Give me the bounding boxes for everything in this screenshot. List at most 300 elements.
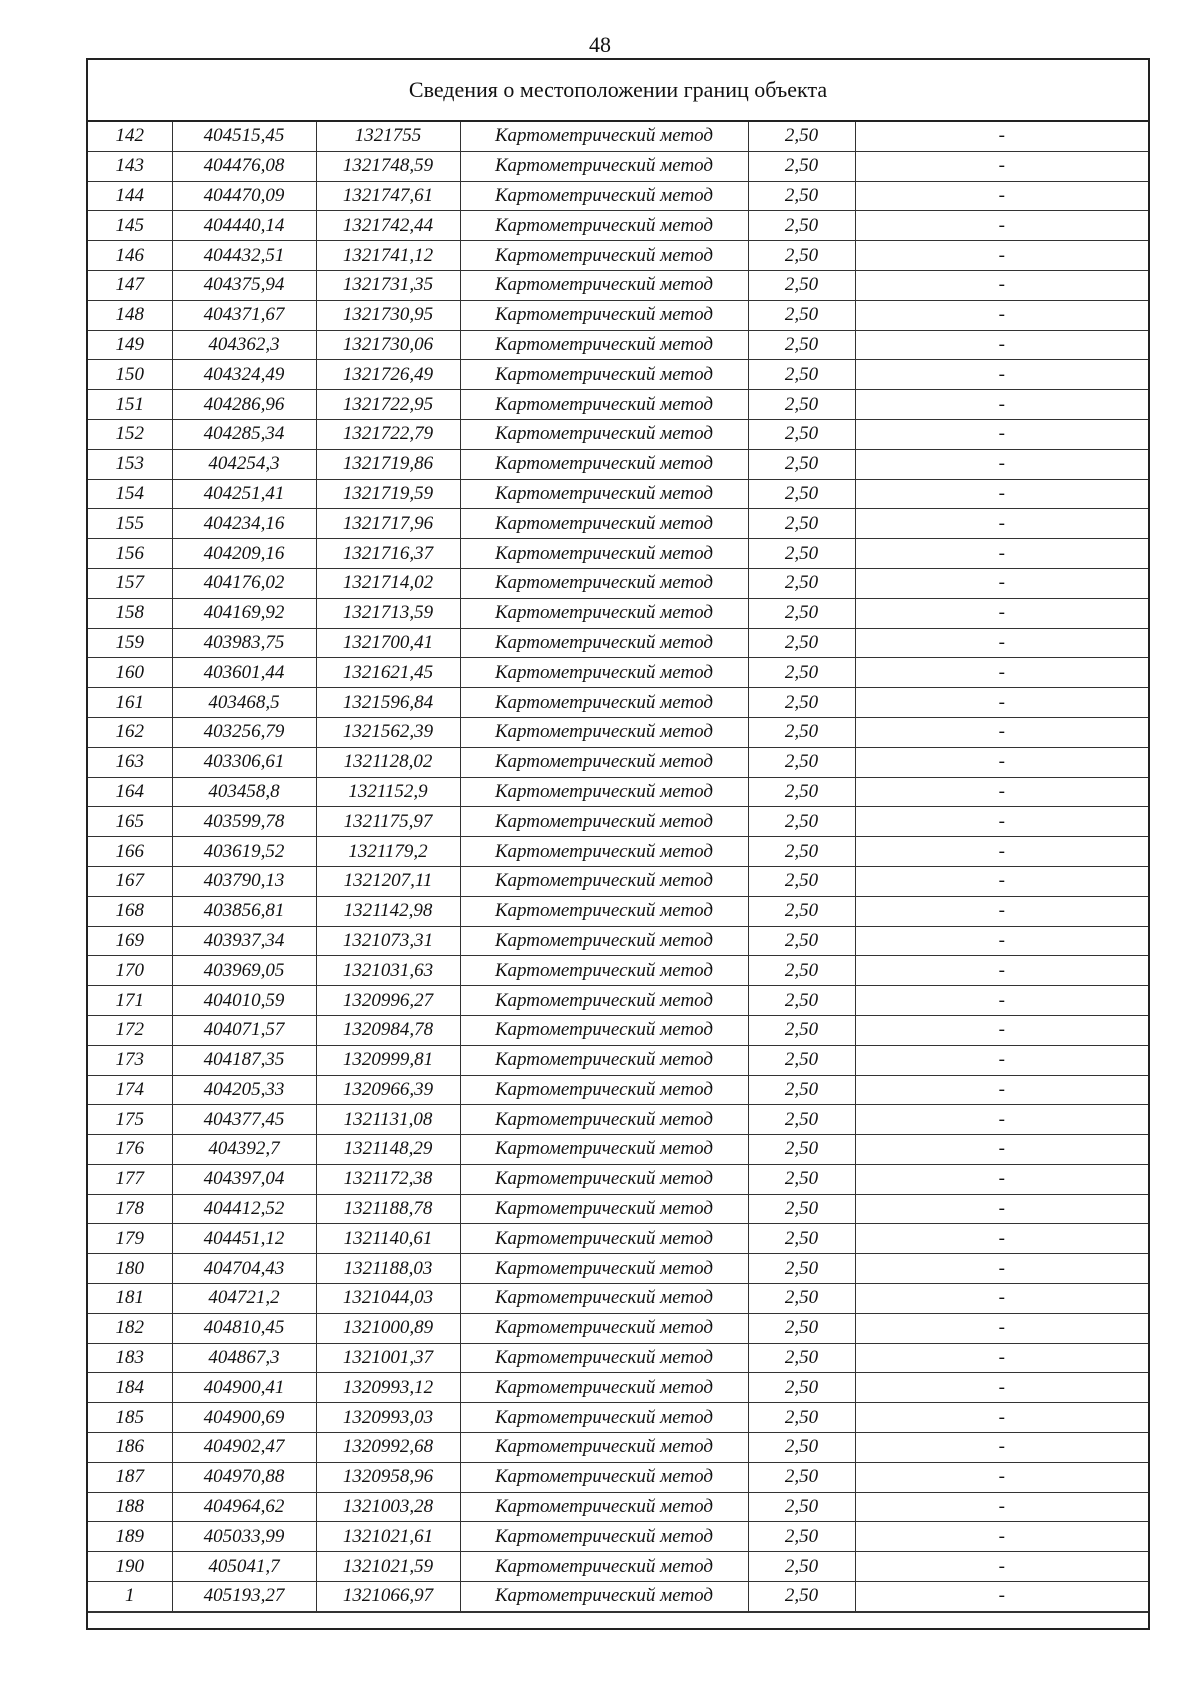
coordinate-y-cell: 1321562,39 bbox=[316, 717, 460, 747]
coordinate-y-cell: 1321722,95 bbox=[316, 390, 460, 420]
method-cell: Картометрический метод bbox=[460, 1105, 748, 1135]
accuracy-cell: 2,50 bbox=[748, 330, 855, 360]
table-row bbox=[88, 837, 1148, 867]
description-cell: - bbox=[855, 1194, 1148, 1224]
point-number-cell: 187 bbox=[88, 1462, 172, 1492]
accuracy-cell: 2,50 bbox=[748, 1313, 855, 1343]
accuracy-cell: 2,50 bbox=[748, 509, 855, 539]
accuracy-cell: 2,50 bbox=[748, 1433, 855, 1463]
point-number-cell: 188 bbox=[88, 1492, 172, 1522]
table-row bbox=[88, 449, 1148, 479]
coordinate-x-cell: 404476,08 bbox=[172, 151, 316, 181]
coordinate-y-cell: 1321730,06 bbox=[316, 330, 460, 360]
description-cell: - bbox=[855, 688, 1148, 718]
point-number-cell: 163 bbox=[88, 747, 172, 777]
coordinate-y-cell: 1321172,38 bbox=[316, 1164, 460, 1194]
description-cell: - bbox=[855, 449, 1148, 479]
method-cell: Картометрический метод bbox=[460, 270, 748, 300]
accuracy-cell: 2,50 bbox=[748, 688, 855, 718]
accuracy-cell: 2,50 bbox=[748, 270, 855, 300]
method-cell: Картометрический метод bbox=[460, 1462, 748, 1492]
table-row bbox=[88, 539, 1148, 569]
point-number-cell: 161 bbox=[88, 688, 172, 718]
description-cell: - bbox=[855, 419, 1148, 449]
coordinate-x-cell: 405033,99 bbox=[172, 1522, 316, 1552]
point-number-cell: 145 bbox=[88, 211, 172, 241]
description-cell: - bbox=[855, 479, 1148, 509]
coordinate-y-cell: 1321031,63 bbox=[316, 956, 460, 986]
coordinate-y-cell: 1321207,11 bbox=[316, 866, 460, 896]
description-cell: - bbox=[855, 300, 1148, 330]
coordinate-x-cell: 403601,44 bbox=[172, 658, 316, 688]
coordinate-x-cell: 404432,51 bbox=[172, 241, 316, 271]
coordinate-x-cell: 403619,52 bbox=[172, 837, 316, 867]
method-cell: Картометрический метод bbox=[460, 568, 748, 598]
description-cell: - bbox=[855, 747, 1148, 777]
table-row bbox=[88, 1254, 1148, 1284]
table-row bbox=[88, 270, 1148, 300]
table-body bbox=[88, 122, 1148, 1611]
coordinate-x-cell: 403256,79 bbox=[172, 717, 316, 747]
accuracy-cell: 2,50 bbox=[748, 628, 855, 658]
accuracy-cell: 2,50 bbox=[748, 717, 855, 747]
description-cell: - bbox=[855, 1015, 1148, 1045]
coordinate-y-cell: 1321755 bbox=[316, 122, 460, 151]
table-row bbox=[88, 1522, 1148, 1552]
point-number-cell: 156 bbox=[88, 539, 172, 569]
description-cell: - bbox=[855, 151, 1148, 181]
method-cell: Картометрический метод bbox=[460, 330, 748, 360]
table-row bbox=[88, 1492, 1148, 1522]
description-cell: - bbox=[855, 1343, 1148, 1373]
table-row bbox=[88, 568, 1148, 598]
coordinate-x-cell: 404324,49 bbox=[172, 360, 316, 390]
table-row bbox=[88, 926, 1148, 956]
table-row bbox=[88, 807, 1148, 837]
coordinate-x-cell: 404285,34 bbox=[172, 419, 316, 449]
description-cell: - bbox=[855, 717, 1148, 747]
coordinate-y-cell: 1321188,78 bbox=[316, 1194, 460, 1224]
coordinate-x-cell: 405041,7 bbox=[172, 1552, 316, 1582]
description-cell: - bbox=[855, 658, 1148, 688]
point-number-cell: 155 bbox=[88, 509, 172, 539]
coordinate-y-cell: 1321596,84 bbox=[316, 688, 460, 718]
method-cell: Картометрический метод bbox=[460, 598, 748, 628]
method-cell: Картометрический метод bbox=[460, 1343, 748, 1373]
description-cell: - bbox=[855, 122, 1148, 151]
accuracy-cell: 2,50 bbox=[748, 1045, 855, 1075]
accuracy-cell: 2,50 bbox=[748, 211, 855, 241]
method-cell: Картометрический метод bbox=[460, 926, 748, 956]
coordinate-y-cell: 1321188,03 bbox=[316, 1254, 460, 1284]
coordinate-y-cell: 1321140,61 bbox=[316, 1224, 460, 1254]
accuracy-cell: 2,50 bbox=[748, 598, 855, 628]
coordinate-y-cell: 1320999,81 bbox=[316, 1045, 460, 1075]
method-cell: Картометрический метод bbox=[460, 1582, 748, 1612]
accuracy-cell: 2,50 bbox=[748, 1254, 855, 1284]
accuracy-cell: 2,50 bbox=[748, 956, 855, 986]
description-cell: - bbox=[855, 360, 1148, 390]
coordinate-y-cell: 1320958,96 bbox=[316, 1462, 460, 1492]
table-empty-footer-row bbox=[88, 1612, 1148, 1640]
point-number-cell: 178 bbox=[88, 1194, 172, 1224]
point-number-cell: 189 bbox=[88, 1522, 172, 1552]
coordinate-x-cell: 404254,3 bbox=[172, 449, 316, 479]
coordinate-y-cell: 1321003,28 bbox=[316, 1492, 460, 1522]
accuracy-cell: 2,50 bbox=[748, 1075, 855, 1105]
description-cell: - bbox=[855, 390, 1148, 420]
accuracy-cell: 2,50 bbox=[748, 896, 855, 926]
method-cell: Картометрический метод bbox=[460, 449, 748, 479]
description-cell: - bbox=[855, 330, 1148, 360]
table-row bbox=[88, 1194, 1148, 1224]
point-number-cell: 1 bbox=[88, 1582, 172, 1612]
accuracy-cell: 2,50 bbox=[748, 658, 855, 688]
description-cell: - bbox=[855, 181, 1148, 211]
coordinate-y-cell: 1320996,27 bbox=[316, 986, 460, 1016]
table-row bbox=[88, 1284, 1148, 1314]
accuracy-cell: 2,50 bbox=[748, 807, 855, 837]
coordinate-y-cell: 1321621,45 bbox=[316, 658, 460, 688]
coordinate-x-cell: 404377,45 bbox=[172, 1105, 316, 1135]
accuracy-cell: 2,50 bbox=[748, 1015, 855, 1045]
method-cell: Картометрический метод bbox=[460, 1045, 748, 1075]
description-cell: - bbox=[855, 509, 1148, 539]
point-number-cell: 190 bbox=[88, 1552, 172, 1582]
point-number-cell: 183 bbox=[88, 1343, 172, 1373]
accuracy-cell: 2,50 bbox=[748, 151, 855, 181]
accuracy-cell: 2,50 bbox=[748, 360, 855, 390]
point-number-cell: 142 bbox=[88, 122, 172, 151]
coordinate-y-cell: 1321719,86 bbox=[316, 449, 460, 479]
method-cell: Картометрический метод bbox=[460, 1164, 748, 1194]
description-cell: - bbox=[855, 539, 1148, 569]
coordinate-x-cell: 403856,81 bbox=[172, 896, 316, 926]
description-cell: - bbox=[855, 1284, 1148, 1314]
point-number-cell: 143 bbox=[88, 151, 172, 181]
coordinate-y-cell: 1321748,59 bbox=[316, 151, 460, 181]
point-number-cell: 150 bbox=[88, 360, 172, 390]
method-cell: Картометрический метод bbox=[460, 1522, 748, 1552]
point-number-cell: 144 bbox=[88, 181, 172, 211]
table-row bbox=[88, 1313, 1148, 1343]
description-cell: - bbox=[855, 1373, 1148, 1403]
table-row bbox=[88, 717, 1148, 747]
description-cell: - bbox=[855, 866, 1148, 896]
accuracy-cell: 2,50 bbox=[748, 1552, 855, 1582]
accuracy-cell: 2,50 bbox=[748, 449, 855, 479]
point-number-cell: 186 bbox=[88, 1433, 172, 1463]
coordinate-x-cell: 404440,14 bbox=[172, 211, 316, 241]
method-cell: Картометрический метод bbox=[460, 419, 748, 449]
description-cell: - bbox=[855, 837, 1148, 867]
point-number-cell: 147 bbox=[88, 270, 172, 300]
description-cell: - bbox=[855, 956, 1148, 986]
method-cell: Картометрический метод bbox=[460, 1075, 748, 1105]
point-number-cell: 149 bbox=[88, 330, 172, 360]
method-cell: Картометрический метод bbox=[460, 956, 748, 986]
coordinate-x-cell: 404187,35 bbox=[172, 1045, 316, 1075]
description-cell: - bbox=[855, 986, 1148, 1016]
accuracy-cell: 2,50 bbox=[748, 539, 855, 569]
description-cell: - bbox=[855, 1492, 1148, 1522]
accuracy-cell: 2,50 bbox=[748, 241, 855, 271]
coordinate-x-cell: 404451,12 bbox=[172, 1224, 316, 1254]
accuracy-cell: 2,50 bbox=[748, 479, 855, 509]
coordinate-x-cell: 404176,02 bbox=[172, 568, 316, 598]
table-row bbox=[88, 211, 1148, 241]
boundary-table-frame bbox=[86, 58, 1150, 1630]
point-number-cell: 177 bbox=[88, 1164, 172, 1194]
method-cell: Картометрический метод bbox=[460, 1015, 748, 1045]
point-number-cell: 184 bbox=[88, 1373, 172, 1403]
coordinate-x-cell: 404286,96 bbox=[172, 390, 316, 420]
table-row bbox=[88, 777, 1148, 807]
method-cell: Картометрический метод bbox=[460, 986, 748, 1016]
table-row bbox=[88, 1433, 1148, 1463]
point-number-cell: 152 bbox=[88, 419, 172, 449]
table-row bbox=[88, 1552, 1148, 1582]
table-row bbox=[88, 122, 1148, 151]
table-row bbox=[88, 1343, 1148, 1373]
accuracy-cell: 2,50 bbox=[748, 1373, 855, 1403]
method-cell: Картометрический метод bbox=[460, 866, 748, 896]
point-number-cell: 151 bbox=[88, 390, 172, 420]
description-cell: - bbox=[855, 1433, 1148, 1463]
coordinate-y-cell: 1321731,35 bbox=[316, 270, 460, 300]
coordinate-x-cell: 404470,09 bbox=[172, 181, 316, 211]
accuracy-cell: 2,50 bbox=[748, 986, 855, 1016]
coordinate-x-cell: 404900,69 bbox=[172, 1403, 316, 1433]
coordinate-y-cell: 1321713,59 bbox=[316, 598, 460, 628]
coordinate-y-cell: 1321722,79 bbox=[316, 419, 460, 449]
accuracy-cell: 2,50 bbox=[748, 1164, 855, 1194]
description-cell: - bbox=[855, 926, 1148, 956]
table-row bbox=[88, 1582, 1148, 1612]
coordinate-y-cell: 1320984,78 bbox=[316, 1015, 460, 1045]
method-cell: Картометрический метод bbox=[460, 1373, 748, 1403]
point-number-cell: 166 bbox=[88, 837, 172, 867]
description-cell: - bbox=[855, 1403, 1148, 1433]
accuracy-cell: 2,50 bbox=[748, 1284, 855, 1314]
table-row bbox=[88, 896, 1148, 926]
table-row bbox=[88, 866, 1148, 896]
description-cell: - bbox=[855, 807, 1148, 837]
coordinate-x-cell: 403306,61 bbox=[172, 747, 316, 777]
accuracy-cell: 2,50 bbox=[748, 300, 855, 330]
coordinate-y-cell: 1321175,97 bbox=[316, 807, 460, 837]
coordinate-x-cell: 404251,41 bbox=[172, 479, 316, 509]
accuracy-cell: 2,50 bbox=[748, 1224, 855, 1254]
point-number-cell: 157 bbox=[88, 568, 172, 598]
point-number-cell: 180 bbox=[88, 1254, 172, 1284]
method-cell: Картометрический метод bbox=[460, 777, 748, 807]
point-number-cell: 173 bbox=[88, 1045, 172, 1075]
table-row bbox=[88, 1045, 1148, 1075]
point-number-cell: 175 bbox=[88, 1105, 172, 1135]
accuracy-cell: 2,50 bbox=[748, 1462, 855, 1492]
coordinate-y-cell: 1321714,02 bbox=[316, 568, 460, 598]
coordinate-y-cell: 1321073,31 bbox=[316, 926, 460, 956]
accuracy-cell: 2,50 bbox=[748, 1105, 855, 1135]
coordinate-x-cell: 403983,75 bbox=[172, 628, 316, 658]
method-cell: Картометрический метод bbox=[460, 1433, 748, 1463]
point-number-cell: 162 bbox=[88, 717, 172, 747]
coordinates-table bbox=[88, 122, 1148, 1612]
coordinate-x-cell: 404010,59 bbox=[172, 986, 316, 1016]
method-cell: Картометрический метод bbox=[460, 211, 748, 241]
coordinate-x-cell: 403937,34 bbox=[172, 926, 316, 956]
description-cell: - bbox=[855, 1522, 1148, 1552]
coordinate-y-cell: 1321148,29 bbox=[316, 1135, 460, 1165]
method-cell: Картометрический метод bbox=[460, 1135, 748, 1165]
coordinate-x-cell: 405193,27 bbox=[172, 1582, 316, 1612]
coordinate-y-cell: 1320966,39 bbox=[316, 1075, 460, 1105]
coordinate-y-cell: 1321142,98 bbox=[316, 896, 460, 926]
accuracy-cell: 2,50 bbox=[748, 122, 855, 151]
method-cell: Картометрический метод bbox=[460, 151, 748, 181]
coordinate-x-cell: 404362,3 bbox=[172, 330, 316, 360]
coordinate-y-cell: 1320993,12 bbox=[316, 1373, 460, 1403]
coordinate-x-cell: 404964,62 bbox=[172, 1492, 316, 1522]
table-row bbox=[88, 1105, 1148, 1135]
point-number-cell: 169 bbox=[88, 926, 172, 956]
table-row bbox=[88, 1224, 1148, 1254]
method-cell: Картометрический метод bbox=[460, 1284, 748, 1314]
table-row bbox=[88, 658, 1148, 688]
point-number-cell: 170 bbox=[88, 956, 172, 986]
coordinate-x-cell: 404392,7 bbox=[172, 1135, 316, 1165]
accuracy-cell: 2,50 bbox=[748, 419, 855, 449]
accuracy-cell: 2,50 bbox=[748, 1194, 855, 1224]
description-cell: - bbox=[855, 598, 1148, 628]
coordinate-x-cell: 404704,43 bbox=[172, 1254, 316, 1284]
table-row bbox=[88, 151, 1148, 181]
point-number-cell: 165 bbox=[88, 807, 172, 837]
coordinate-y-cell: 1321742,44 bbox=[316, 211, 460, 241]
method-cell: Картометрический метод bbox=[460, 688, 748, 718]
table-row bbox=[88, 181, 1148, 211]
method-cell: Картометрический метод bbox=[460, 539, 748, 569]
description-cell: - bbox=[855, 1462, 1148, 1492]
coordinate-x-cell: 404397,04 bbox=[172, 1164, 316, 1194]
accuracy-cell: 2,50 bbox=[748, 390, 855, 420]
method-cell: Картометрический метод bbox=[460, 628, 748, 658]
accuracy-cell: 2,50 bbox=[748, 1582, 855, 1612]
table-row bbox=[88, 1015, 1148, 1045]
coordinate-y-cell: 1321021,59 bbox=[316, 1552, 460, 1582]
description-cell: - bbox=[855, 270, 1148, 300]
table-row bbox=[88, 1462, 1148, 1492]
coordinate-y-cell: 1321700,41 bbox=[316, 628, 460, 658]
description-cell: - bbox=[855, 1135, 1148, 1165]
method-cell: Картометрический метод bbox=[460, 1224, 748, 1254]
coordinate-y-cell: 1321726,49 bbox=[316, 360, 460, 390]
coordinate-x-cell: 404371,67 bbox=[172, 300, 316, 330]
coordinate-x-cell: 404412,52 bbox=[172, 1194, 316, 1224]
table-row bbox=[88, 419, 1148, 449]
table-row bbox=[88, 1075, 1148, 1105]
coordinate-x-cell: 403599,78 bbox=[172, 807, 316, 837]
coordinate-y-cell: 1321128,02 bbox=[316, 747, 460, 777]
description-cell: - bbox=[855, 1075, 1148, 1105]
method-cell: Картометрический метод bbox=[460, 658, 748, 688]
table-row bbox=[88, 330, 1148, 360]
point-number-cell: 153 bbox=[88, 449, 172, 479]
method-cell: Картометрический метод bbox=[460, 122, 748, 151]
coordinate-y-cell: 1321730,95 bbox=[316, 300, 460, 330]
point-number-cell: 176 bbox=[88, 1135, 172, 1165]
accuracy-cell: 2,50 bbox=[748, 777, 855, 807]
page-number: 48 bbox=[589, 32, 611, 57]
coordinate-x-cell: 404209,16 bbox=[172, 539, 316, 569]
accuracy-cell: 2,50 bbox=[748, 1343, 855, 1373]
method-cell: Картометрический метод bbox=[460, 1403, 748, 1433]
table-row bbox=[88, 1135, 1148, 1165]
point-number-cell: 182 bbox=[88, 1313, 172, 1343]
coordinate-x-cell: 404205,33 bbox=[172, 1075, 316, 1105]
method-cell: Картометрический метод bbox=[460, 1254, 748, 1284]
table-title: Сведения о местоположении границ объекта bbox=[88, 60, 1148, 122]
accuracy-cell: 2,50 bbox=[748, 747, 855, 777]
coordinate-x-cell: 403468,5 bbox=[172, 688, 316, 718]
table-row bbox=[88, 986, 1148, 1016]
method-cell: Картометрический метод bbox=[460, 837, 748, 867]
accuracy-cell: 2,50 bbox=[748, 926, 855, 956]
point-number-cell: 160 bbox=[88, 658, 172, 688]
accuracy-cell: 2,50 bbox=[748, 837, 855, 867]
method-cell: Картометрический метод bbox=[460, 300, 748, 330]
accuracy-cell: 2,50 bbox=[748, 568, 855, 598]
coordinate-x-cell: 404810,45 bbox=[172, 1313, 316, 1343]
description-cell: - bbox=[855, 896, 1148, 926]
description-cell: - bbox=[855, 1164, 1148, 1194]
point-number-cell: 179 bbox=[88, 1224, 172, 1254]
accuracy-cell: 2,50 bbox=[748, 1135, 855, 1165]
coordinate-x-cell: 404071,57 bbox=[172, 1015, 316, 1045]
description-cell: - bbox=[855, 1224, 1148, 1254]
description-cell: - bbox=[855, 1254, 1148, 1284]
description-cell: - bbox=[855, 1582, 1148, 1612]
coordinate-x-cell: 404970,88 bbox=[172, 1462, 316, 1492]
coordinate-y-cell: 1320992,68 bbox=[316, 1433, 460, 1463]
table-row bbox=[88, 509, 1148, 539]
description-cell: - bbox=[855, 628, 1148, 658]
point-number-cell: 148 bbox=[88, 300, 172, 330]
table-row bbox=[88, 1403, 1148, 1433]
method-cell: Картометрический метод bbox=[460, 1194, 748, 1224]
table-row bbox=[88, 241, 1148, 271]
coordinate-x-cell: 404234,16 bbox=[172, 509, 316, 539]
coordinate-y-cell: 1321152,9 bbox=[316, 777, 460, 807]
coordinate-y-cell: 1320993,03 bbox=[316, 1403, 460, 1433]
method-cell: Картометрический метод bbox=[460, 1492, 748, 1522]
point-number-cell: 181 bbox=[88, 1284, 172, 1314]
description-cell: - bbox=[855, 1045, 1148, 1075]
table-row bbox=[88, 360, 1148, 390]
point-number-cell: 154 bbox=[88, 479, 172, 509]
description-cell: - bbox=[855, 211, 1148, 241]
coordinate-x-cell: 404900,41 bbox=[172, 1373, 316, 1403]
table-row bbox=[88, 598, 1148, 628]
method-cell: Картометрический метод bbox=[460, 1313, 748, 1343]
point-number-cell: 168 bbox=[88, 896, 172, 926]
point-number-cell: 164 bbox=[88, 777, 172, 807]
method-cell: Картометрический метод bbox=[460, 390, 748, 420]
method-cell: Картометрический метод bbox=[460, 509, 748, 539]
point-number-cell: 185 bbox=[88, 1403, 172, 1433]
point-number-cell: 171 bbox=[88, 986, 172, 1016]
